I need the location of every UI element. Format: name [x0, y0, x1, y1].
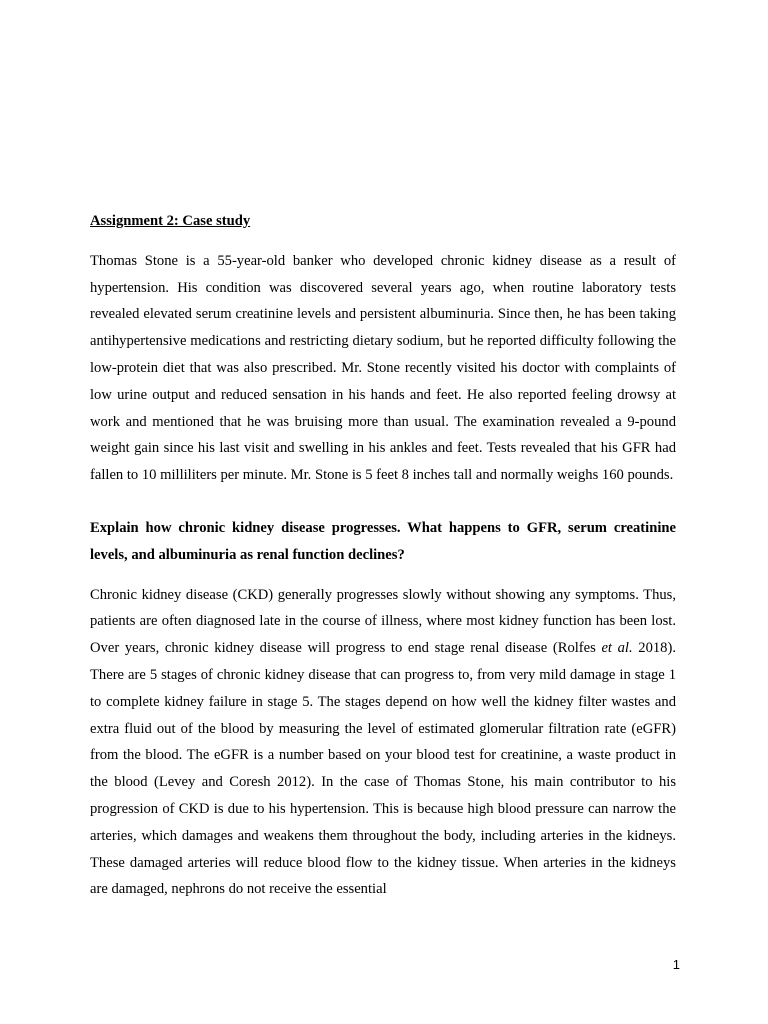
- answer-text-part2: 2018). There are 5 stages of chronic kidney disease that can progress to, from very mild damage in stage 1 to complete kidney failure in stage 5. The stages depend on how well the kidney filter wastes and extra fluid out of the blood by measuring the level of estimated glomerular filtration rate (eGFR) from the blood. The eGFR is a number based on your blood test for creatinine, a waste product in the blood (Levey and Coresh 2012). In the case of Thomas Stone, his main contributor to his progression of CKD is due to his hypertension. This is because high blood pressure can narrow the arteries, which damages and weakens them throughout the body, including arteries in the kidneys. These damaged arteries will reduce blood flow to the kidney tissue. When arteries in the kidneys are damaged, nephrons do not receive the essential: [90, 640, 676, 898]
- document-body: [90, 208, 676, 903]
- question-text: Explain how chronic kidney disease progresses. What happens to GFR, serum creatinine levels, and albuminuria as renal function declines?: [90, 519, 676, 563]
- answer-paragraph: [90, 582, 676, 904]
- page-number: 1: [672, 957, 680, 972]
- answer-citation-italic: et al.: [601, 640, 633, 657]
- case-study-paragraph: Thomas Stone is a 55-year-old banker who developed chronic kidney disease as a result of hypertension. His condition was discovered several years ago, when routine laboratory tests revealed elevated serum creatinine levels and persistent albuminuria. Since then, he has been taking antihypertensive medications and restricting dietary sodium, but he reported difficulty following the low-protein diet that was also prescribed. Mr. Stone recently visited his doctor with complaints of low urine output and reduced sensation in his hands and feet. He also reported feeling drowsy at work and mentioned that he was bruising more than usual. The examination revealed a 9-pound weight gain since his last visit and swelling in his ankles and feet. Tests revealed that his GFR had fallen to 10 milliliters per minute. Mr. Stone is 5 feet 8 inches tall and normally weighs 160 pounds.: [90, 252, 676, 484]
- answer-text-part1: Chronic kidney disease (CKD) generally progresses slowly without showing any symptoms. Thus, patients are often diagnosed late in the course of illness, where most kidney function has been lost. Over years, chronic kidney disease will progress to end stage renal disease (Rolfes: [90, 586, 676, 657]
- assignment-heading: Assignment 2: Case study: [90, 213, 251, 229]
